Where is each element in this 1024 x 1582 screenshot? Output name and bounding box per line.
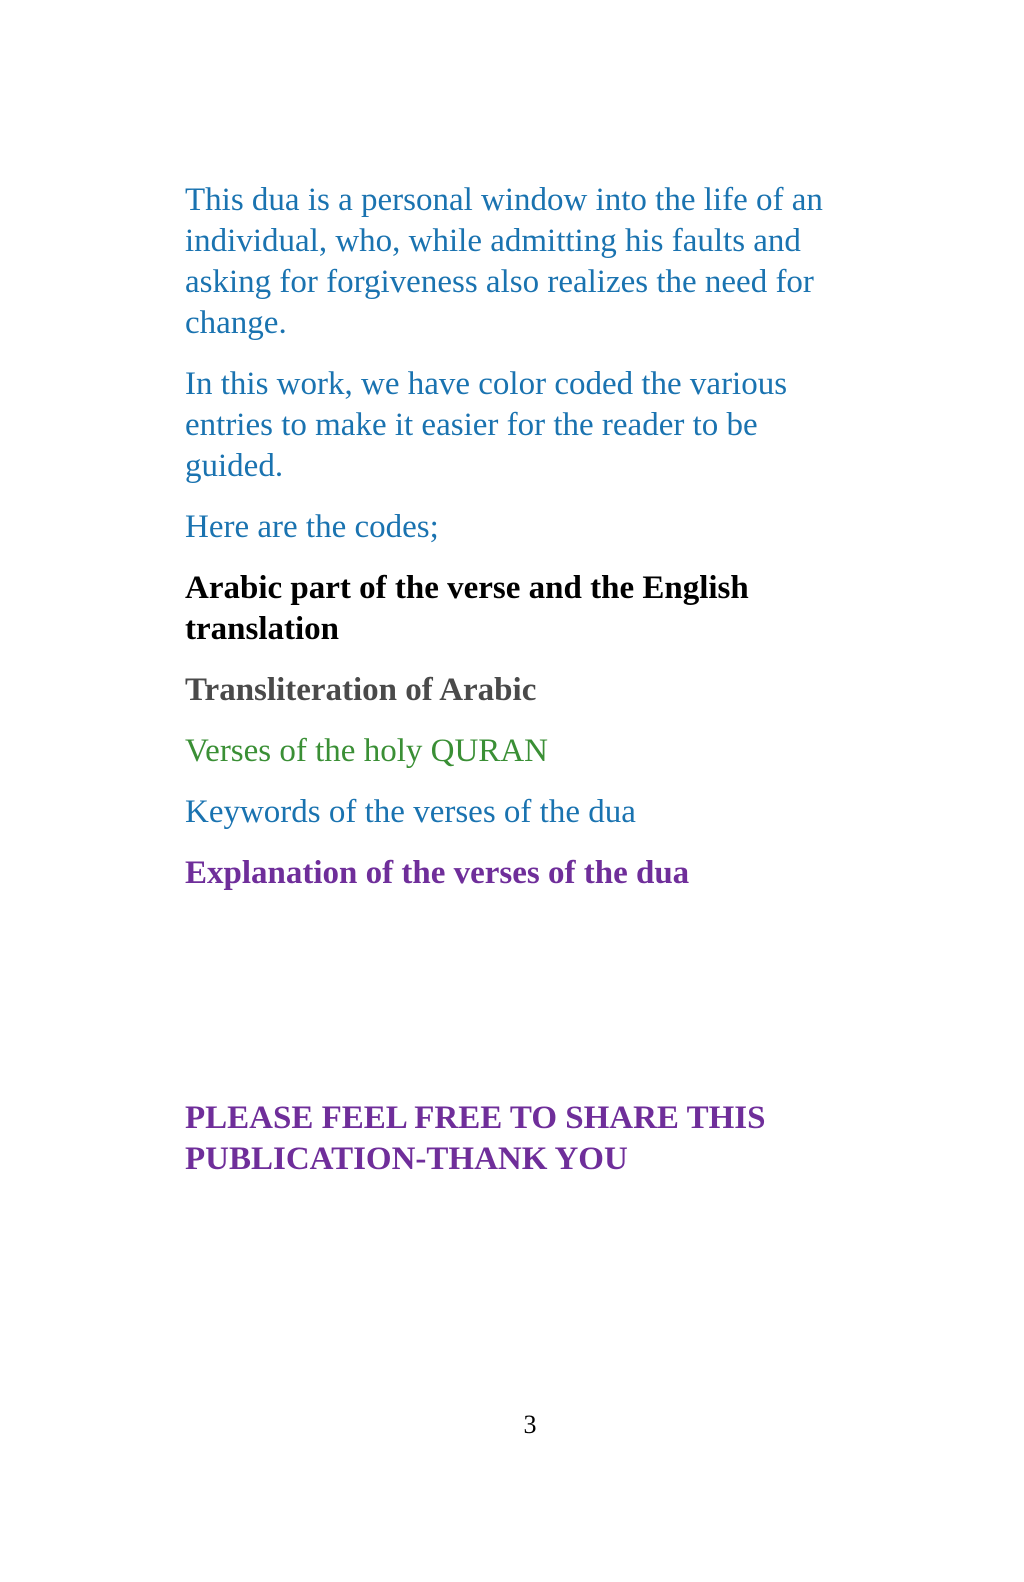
page-content [185,180,855,914]
code-arabic-translation: Arabic part of the verse and the English translation [185,570,749,647]
code-transliteration: Transliteration of Arabic [185,672,537,708]
page-number: 3 [523,1410,537,1439]
code-quran-verses: Verses of the holy QURAN [185,733,548,769]
share-notice: PLEASE FEEL FREE TO SHARE THIS PUBLICATION-THANK YOU [185,1100,766,1177]
intro-paragraph-1: This dua is a personal window into the life of an individual, who, while admitting his faults and asking for forgiveness also realizes the need for change. [185,182,823,341]
intro-paragraph-3: Here are the codes; [185,509,439,545]
code-keywords: Keywords of the verses of the dua [185,794,636,830]
code-explanation: Explanation of the verses of the dua [185,855,690,891]
intro-paragraph-2: In this work, we have color coded the various entries to make it easier for the reader to be guided. [185,366,788,484]
